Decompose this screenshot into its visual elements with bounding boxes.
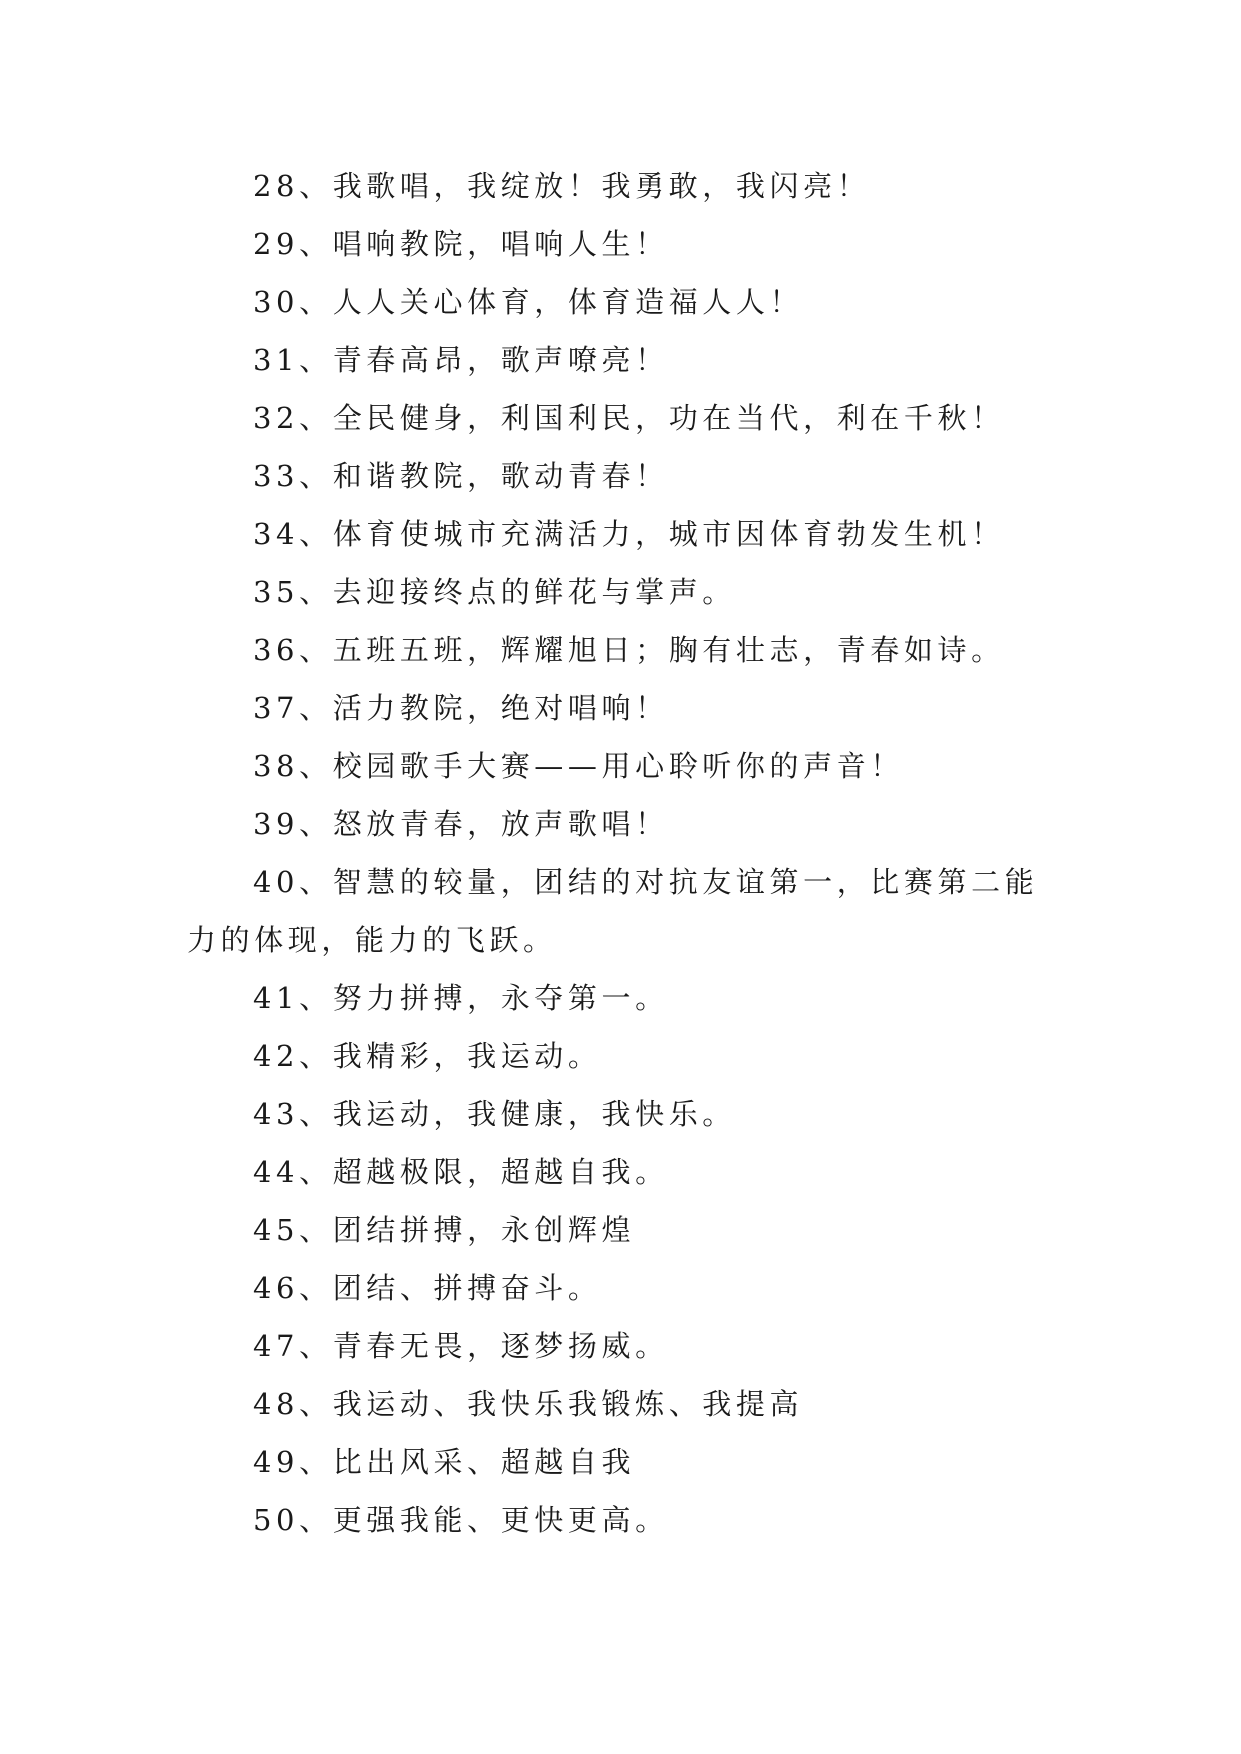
slogan-item-46: 46、团结、拼搏奋斗。	[253, 1271, 602, 1305]
slogan-item-36: 36、五班五班，辉耀旭日；胸有壮志，青春如诗。	[253, 633, 1005, 667]
slogan-item-50: 50、更强我能、更快更高。	[253, 1503, 669, 1537]
slogan-item-48: 48、我运动、我快乐我锻炼、我提高	[253, 1387, 804, 1421]
slogan-item-32: 32、全民健身，利国利民，功在当代，利在千秋！	[253, 401, 1005, 435]
slogan-item-40: 40、智慧的较量，团结的对抗友谊第一，比赛第二能力的体现，能力的飞跃。	[187, 865, 1039, 957]
slogan-item-44: 44、超越极限，超越自我。	[253, 1155, 669, 1189]
slogan-item-28: 28、我歌唱，我绽放！我勇敢，我闪亮！	[253, 169, 871, 203]
slogan-item-38: 38、校园歌手大赛——用心聆听你的声音！	[253, 749, 904, 783]
slogan-item-45: 45、团结拼搏，永创辉煌	[253, 1213, 636, 1247]
slogan-item-29: 29、唱响教院，唱响人生！	[253, 227, 669, 261]
slogan-item-43: 43、我运动，我健康，我快乐。	[253, 1097, 736, 1131]
slogan-item-37: 37、活力教院，绝对唱响！	[253, 691, 669, 725]
slogan-item-31: 31、青春高昂，歌声嘹亮！	[253, 343, 669, 377]
slogan-item-41: 41、努力拼搏，永夺第一。	[253, 981, 669, 1015]
slogan-item-47: 47、青春无畏，逐梦扬威。	[253, 1329, 669, 1363]
slogan-item-35: 35、去迎接终点的鲜花与掌声。	[253, 575, 736, 609]
slogan-item-49: 49、比出风采、超越自我	[253, 1445, 636, 1479]
slogan-item-42: 42、我精彩，我运动。	[253, 1039, 602, 1073]
slogan-item-33: 33、和谐教院，歌动青春！	[253, 459, 669, 493]
slogan-list	[187, 157, 1067, 1549]
slogan-item-39: 39、怒放青春，放声歌唱！	[253, 807, 669, 841]
slogan-item-30: 30、人人关心体育，体育造福人人！	[253, 285, 804, 319]
slogan-item-34: 34、体育使城市充满活力，城市因体育勃发生机！	[253, 517, 1005, 551]
